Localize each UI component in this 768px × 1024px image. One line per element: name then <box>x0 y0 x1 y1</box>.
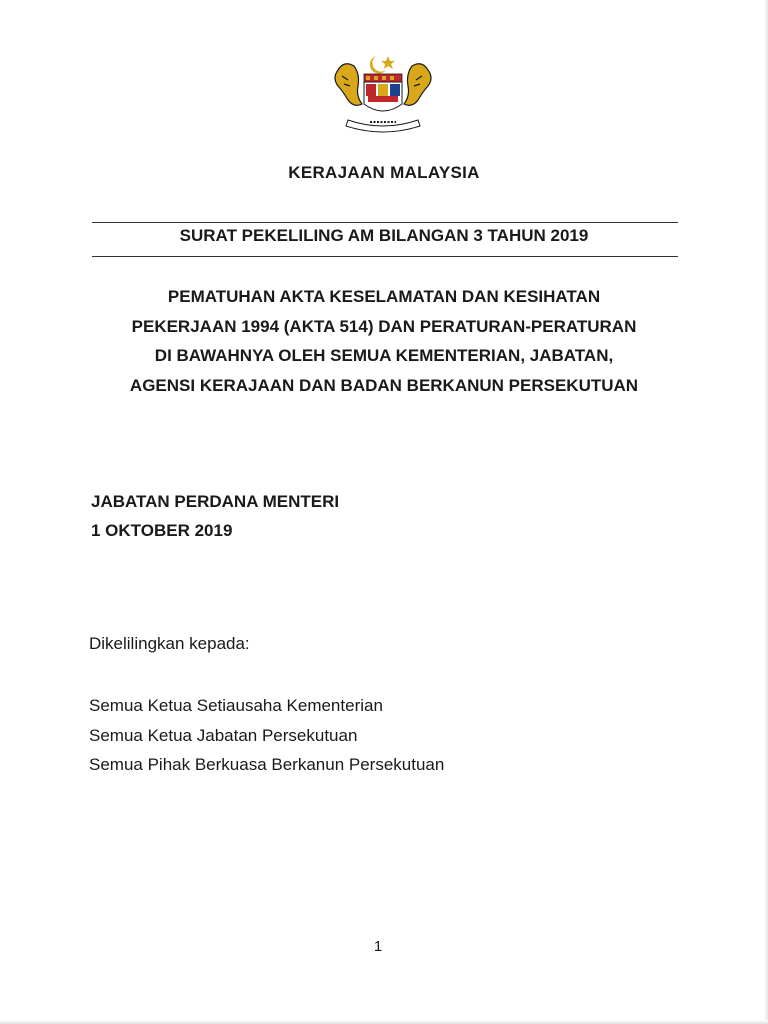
scan-edge-shadow <box>764 0 768 1024</box>
page-number: 1 <box>373 938 383 955</box>
subject-line: AGENSI KERAJAAN DAN BADAN BERKANUN PERSEKUTUAN <box>129 375 639 395</box>
recipient-item: Semua Ketua Jabatan Persekutuan <box>89 725 358 745</box>
left-tiger-shape <box>335 64 362 106</box>
malaysia-coat-of-arms-icon <box>330 50 436 142</box>
issue-date: 1 OKTOBER 2019 <box>91 521 233 540</box>
recipient-item: Semua Pihak Berkuasa Berkanun Persekutuan <box>89 755 445 774</box>
circular-number: SURAT PEKELILING AM BILANGAN 3 TAHUN 2019 <box>179 226 589 245</box>
government-title: KERAJAAN MALAYSIA <box>288 163 480 182</box>
circular-subject <box>80 282 688 400</box>
star-shape <box>381 56 395 69</box>
subject-line: PEMATUHAN AKTA KESELAMATAN DAN KESIHATAN <box>167 287 601 306</box>
issuing-department: JABATAN PERDANA MENTERI <box>91 492 340 511</box>
issuer-block <box>91 487 339 545</box>
recipient-list <box>89 691 444 780</box>
crescent-shape <box>370 56 386 74</box>
recipient-item: Semua Ketua Setiausaha Kementerian <box>89 696 383 715</box>
bottom-divider <box>92 256 678 257</box>
motto-scroll-shape <box>346 120 420 132</box>
top-divider <box>92 222 678 223</box>
subject-line: PEKERJAAN 1994 (AKTA 514) DAN PERATURAN-PERATURAN <box>131 316 637 336</box>
scan-bottom-shadow <box>0 1020 768 1024</box>
subject-line: DI BAWAHNYA OLEH SEMUA KEMENTERIAN, JABATAN, <box>154 346 614 365</box>
distribution-label: Dikelilingkan kepada: <box>89 634 250 653</box>
